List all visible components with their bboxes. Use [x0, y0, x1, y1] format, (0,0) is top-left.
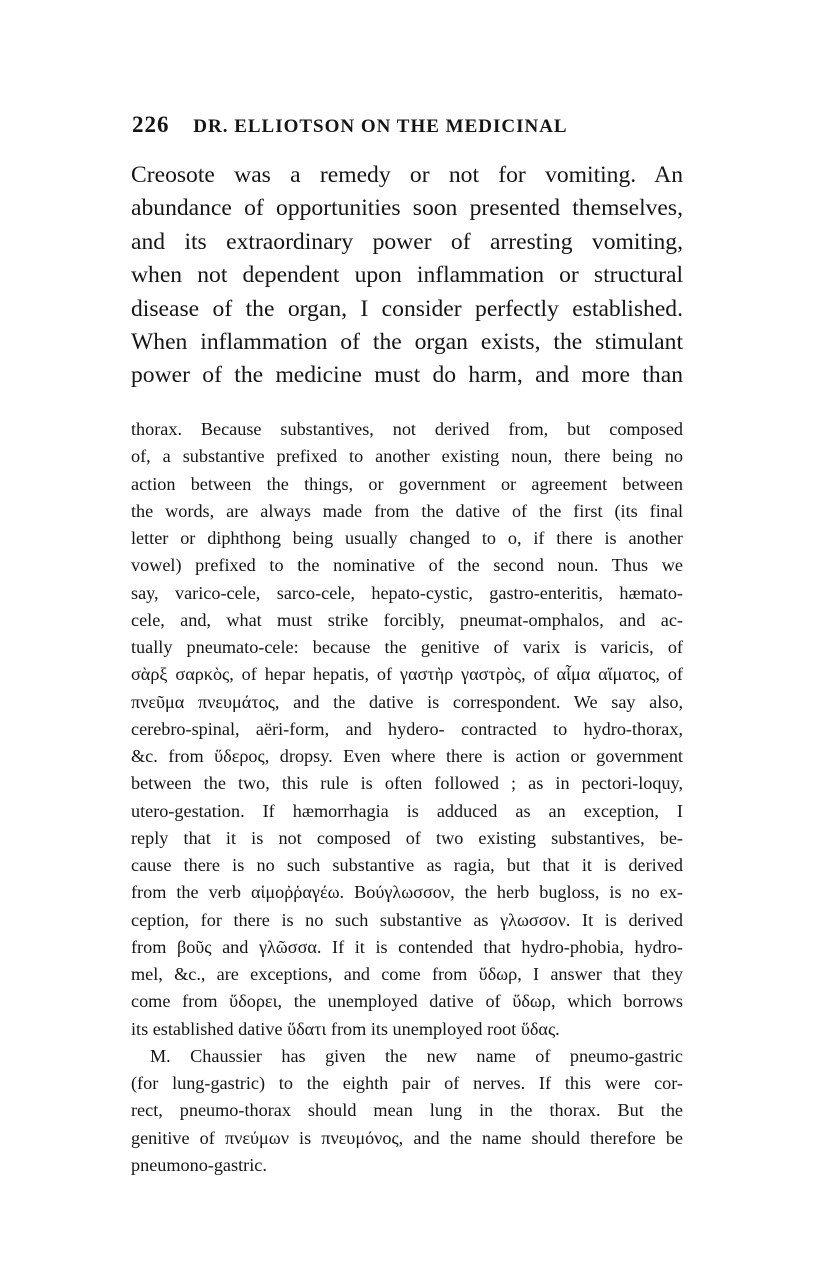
- body-line: power of the medicine must do harm, and more than: [131, 362, 683, 389]
- running-title: DR. ELLIOTSON ON THE MEDICINAL: [193, 116, 568, 137]
- footnote-line: pneumono-gastric.: [131, 1154, 267, 1175]
- footnote-line: between the two, this rule is often followed ; as in pectori-loquy,: [131, 773, 683, 794]
- footnote-line: letter or diphthong being usually changed to o, if there is another: [131, 528, 683, 548]
- footnote-line: vowel) prefixed to the nominative of the second noun. Thus we: [131, 555, 683, 576]
- footnote-text: [131, 416, 683, 1179]
- footnote-line: πνεῦμα πνευμάτος, and the dative is correspondent. We say also,: [131, 691, 683, 712]
- page-number: 226: [132, 112, 170, 137]
- footnote-line: σὰρξ σαρκὸς, of hepar hepatis, of γαστὴρ γαστρὸς, of αἷμα αἵματος, of: [131, 664, 683, 685]
- footnote-line: the words, are always made from the dative of the first (its final: [131, 500, 683, 521]
- footnote-line: cerebro-spinal, aëri-form, and hydero- contracted to hydro-thorax,: [131, 718, 683, 739]
- footnote-line: rect, pneumo-thorax should mean lung in the thorax. But the: [131, 1100, 683, 1121]
- footnote-line: thorax. Because substantives, not derived from, but composed: [131, 419, 683, 439]
- footnote-line: genitive of πνεύμων is πνευμόνος, and the name should therefore be: [131, 1127, 683, 1148]
- running-header: [132, 112, 682, 138]
- footnote-line: cele, and, what must strike forcibly, pneumat-omphalos, and ac-: [131, 609, 683, 630]
- main-body-text: [131, 159, 683, 393]
- footnote-line: from βοῦς and γλῶσσα. If it is contended that hydro-phobia, hydro-: [131, 936, 683, 957]
- body-line: When inflammation of the organ exists, the stimulant: [131, 328, 683, 355]
- footnote-line: &c. from ὕδερος, dropsy. Even where there is action or government: [131, 746, 683, 766]
- footnote-line: mel, &c., are exceptions, and come from ὕδωρ, I answer that they: [131, 964, 683, 984]
- body-line: and its extraordinary power of arresting vomiting,: [131, 228, 683, 255]
- body-line: abundance of opportunities soon presented themselves,: [131, 195, 683, 222]
- footnote-line: from the verb αἱμοῤῥαγέω. Βούγλωσσον, the herb bugloss, is no ex-: [131, 882, 683, 903]
- body-line: disease of the organ, I consider perfectly established.: [131, 295, 683, 322]
- footnote-line: ception, for there is no such substantive as γλωσσον. It is derived: [131, 909, 683, 930]
- body-line: when not dependent upon inflammation or structural: [131, 262, 683, 289]
- footnote-line: its established dative ὕδατι from its unemployed root ὕδας.: [131, 1018, 560, 1039]
- footnote-line: come from ὕδορει, the unemployed dative of ὕδωρ, which borrows: [131, 991, 683, 1012]
- footnote-line: cause there is no such substantive as ragia, but that it is derived: [131, 855, 683, 875]
- footnote-line: utero-gestation. If hæmorrhagia is adduced as an exception, I: [131, 800, 683, 821]
- footnote-line: say, varico-cele, sarco-cele, hepato-cystic, gastro-enteritis, hæmato-: [131, 582, 683, 603]
- footnote-line: (for lung-gastric) to the eighth pair of nerves. If this were cor-: [131, 1073, 683, 1093]
- footnote-line: action between the things, or government or agreement between: [131, 473, 683, 494]
- footnote-line: M. Chaussier has given the new name of pneumo-gastric: [150, 1045, 683, 1066]
- body-line: Creosote was a remedy or not for vomiting. An: [131, 162, 683, 188]
- footnote-line: of, a substantive prefixed to another existing noun, there being no: [131, 446, 683, 467]
- footnote-line: tually pneumato-cele: because the genitive of varix is varicis, of: [131, 637, 683, 657]
- footnote-line: reply that it is not composed of two existing substantives, be-: [131, 827, 683, 848]
